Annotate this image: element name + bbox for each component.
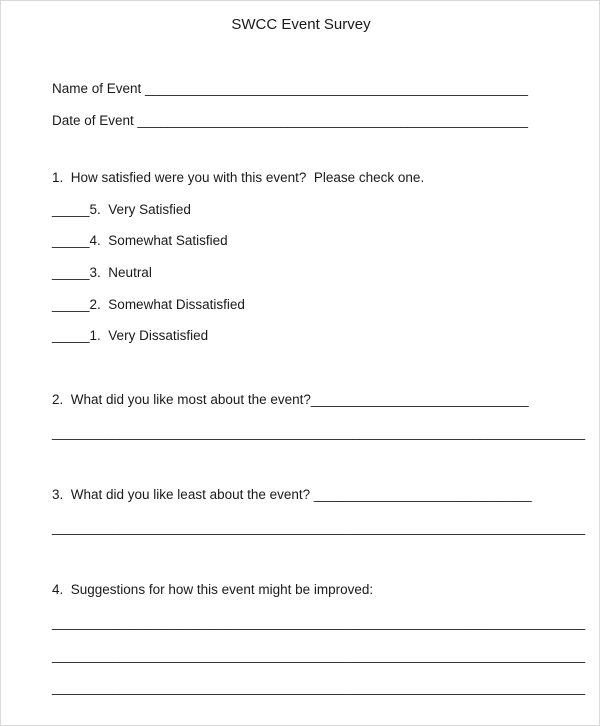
question-4-prompt: 4. Suggestions for how this event might be improved: [52,582,374,597]
question-2-answer-line[interactable]: _______________________________________________________________________ [52,425,586,440]
question-2-prompt[interactable]: 2. What did you like most about the event?_____________________________ [52,392,529,407]
question-4-answer-line-3[interactable]: _______________________________________________________________________ [52,680,586,695]
option-very-satisfied[interactable]: _____5. Very Satisfied [52,202,191,217]
page-title: SWCC Event Survey [231,16,371,33]
question-3-prompt[interactable]: 3. What did you like least about the event? _____________________________ [52,487,532,502]
question-3-answer-line[interactable]: _______________________________________________________________________ [52,520,586,535]
question-4-answer-line-1[interactable]: _______________________________________________________________________ [52,615,586,630]
option-somewhat-dissatisfied[interactable]: _____2. Somewhat Dissatisfied [52,297,245,312]
option-somewhat-satisfied[interactable]: _____4. Somewhat Satisfied [52,233,228,248]
question-1-prompt: 1. How satisfied were you with this event? Please check one. [52,170,425,185]
question-4-answer-line-2[interactable]: _______________________________________________________________________ [52,648,586,663]
option-very-dissatisfied[interactable]: _____1. Very Dissatisfied [52,328,209,343]
name-of-event-field[interactable]: Name of Event ___________________________________________________ [52,81,528,96]
date-of-event-field[interactable]: Date of Event ____________________________________________________ [52,113,528,128]
option-neutral[interactable]: _____3. Neutral [52,265,152,280]
